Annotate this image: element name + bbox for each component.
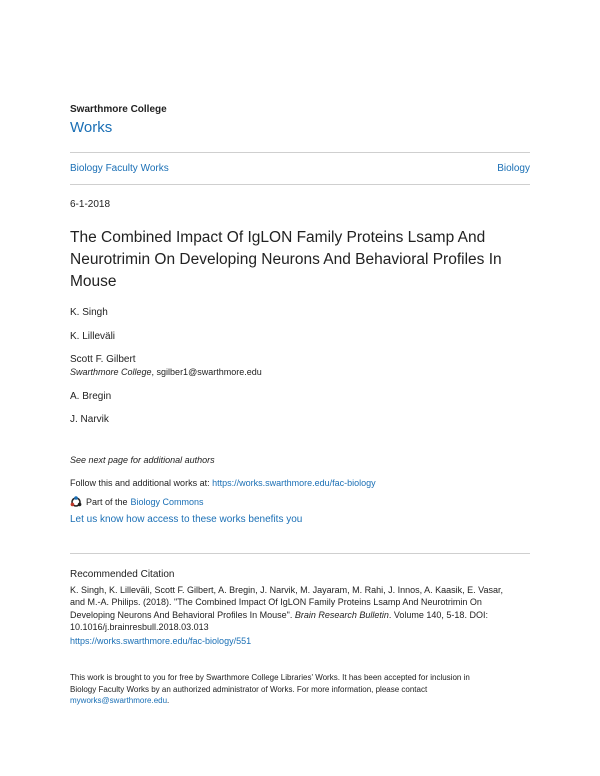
follow-line <box>70 478 376 488</box>
citation-doi: 10.1016/j.brainresbull.2018.03.013 <box>70 621 209 632</box>
feedback-link[interactable]: Let us know how access to these works benefits you <box>70 514 303 525</box>
biology-commons-link[interactable]: Biology Commons <box>130 497 204 507</box>
citation-title-end: Developing Neurons And Behavioral Profiles In Mouse". <box>70 609 295 620</box>
footer-line-2: Biology Faculty Works by an authorized administrator of Works. For more information, please contact <box>70 684 428 694</box>
title-line-1: The Combined Impact Of IgLON Family Proteins Lsamp And <box>70 229 486 246</box>
publication-date: 6-1-2018 <box>70 199 111 210</box>
see-next-page-note: See next page for additional authors <box>70 455 215 465</box>
part-of-prefix: Part of the <box>86 497 128 507</box>
title-line-3: Mouse <box>70 273 117 290</box>
works-link[interactable]: Works <box>70 119 113 136</box>
nav-divider <box>70 184 530 185</box>
author-name: K. Singh <box>70 307 108 318</box>
journal-name: Brain Research Bulletin <box>294 609 389 620</box>
author-name: J. Narvik <box>70 414 109 425</box>
citation-line-1: K. Singh, K. Lilleväli, Scott F. Gilbert, A. Bregin, J. Narvik, M. Jayaram, M. Rahi, J. Innos, A. Kaasik, E. Vasar, <box>70 585 503 595</box>
contact-email-link[interactable]: myworks@swarthmore.edu <box>70 696 168 705</box>
citation-text <box>70 584 530 633</box>
title-line-2: Neurotrimin On Developing Neurons And Behavioral Profiles In <box>70 251 502 268</box>
author-affiliation <box>70 367 262 377</box>
footer-line-3 <box>70 695 530 707</box>
part-of-line <box>70 496 204 508</box>
citation-url-link[interactable]: https://works.swarthmore.edu/fac-biology/551 <box>70 636 252 646</box>
citation-volume: . Volume 140, 5-18. DOI: <box>388 609 488 620</box>
collection-url-link[interactable]: https://works.swarthmore.edu/fac-biology <box>212 478 376 488</box>
follow-prefix: Follow this and additional works at: <box>70 478 213 488</box>
citation-line-3 <box>70 609 530 621</box>
footer-notice <box>70 672 530 707</box>
citation-line-2: and M.-A. Philips. (2018). "The Combined Impact Of IgLON Family Proteins Lsamp And Neurotrimin On <box>70 597 482 608</box>
collection-link[interactable]: Biology Faculty Works <box>70 163 169 174</box>
article-title <box>70 227 530 293</box>
author-name: K. Lilleväli <box>70 331 116 342</box>
author-name: A. Bregin <box>70 391 112 402</box>
bottom-divider <box>70 553 530 554</box>
department-link[interactable]: Biology <box>497 163 530 174</box>
top-divider <box>70 152 530 153</box>
affiliation-email: , sgilber1@swarthmore.edu <box>151 367 262 377</box>
affiliation-institution: Swarthmore College <box>70 367 152 377</box>
footer-period: . <box>167 696 170 705</box>
author-name: Scott F. Gilbert <box>70 354 136 365</box>
recommended-citation-heading: Recommended Citation <box>70 569 175 580</box>
commons-network-icon <box>70 496 82 508</box>
institution-name: Swarthmore College <box>70 104 167 115</box>
footer-line-1: This work is brought to you for free by Swarthmore College Libraries' Works. It has been accepted for inclusion in <box>70 673 470 682</box>
